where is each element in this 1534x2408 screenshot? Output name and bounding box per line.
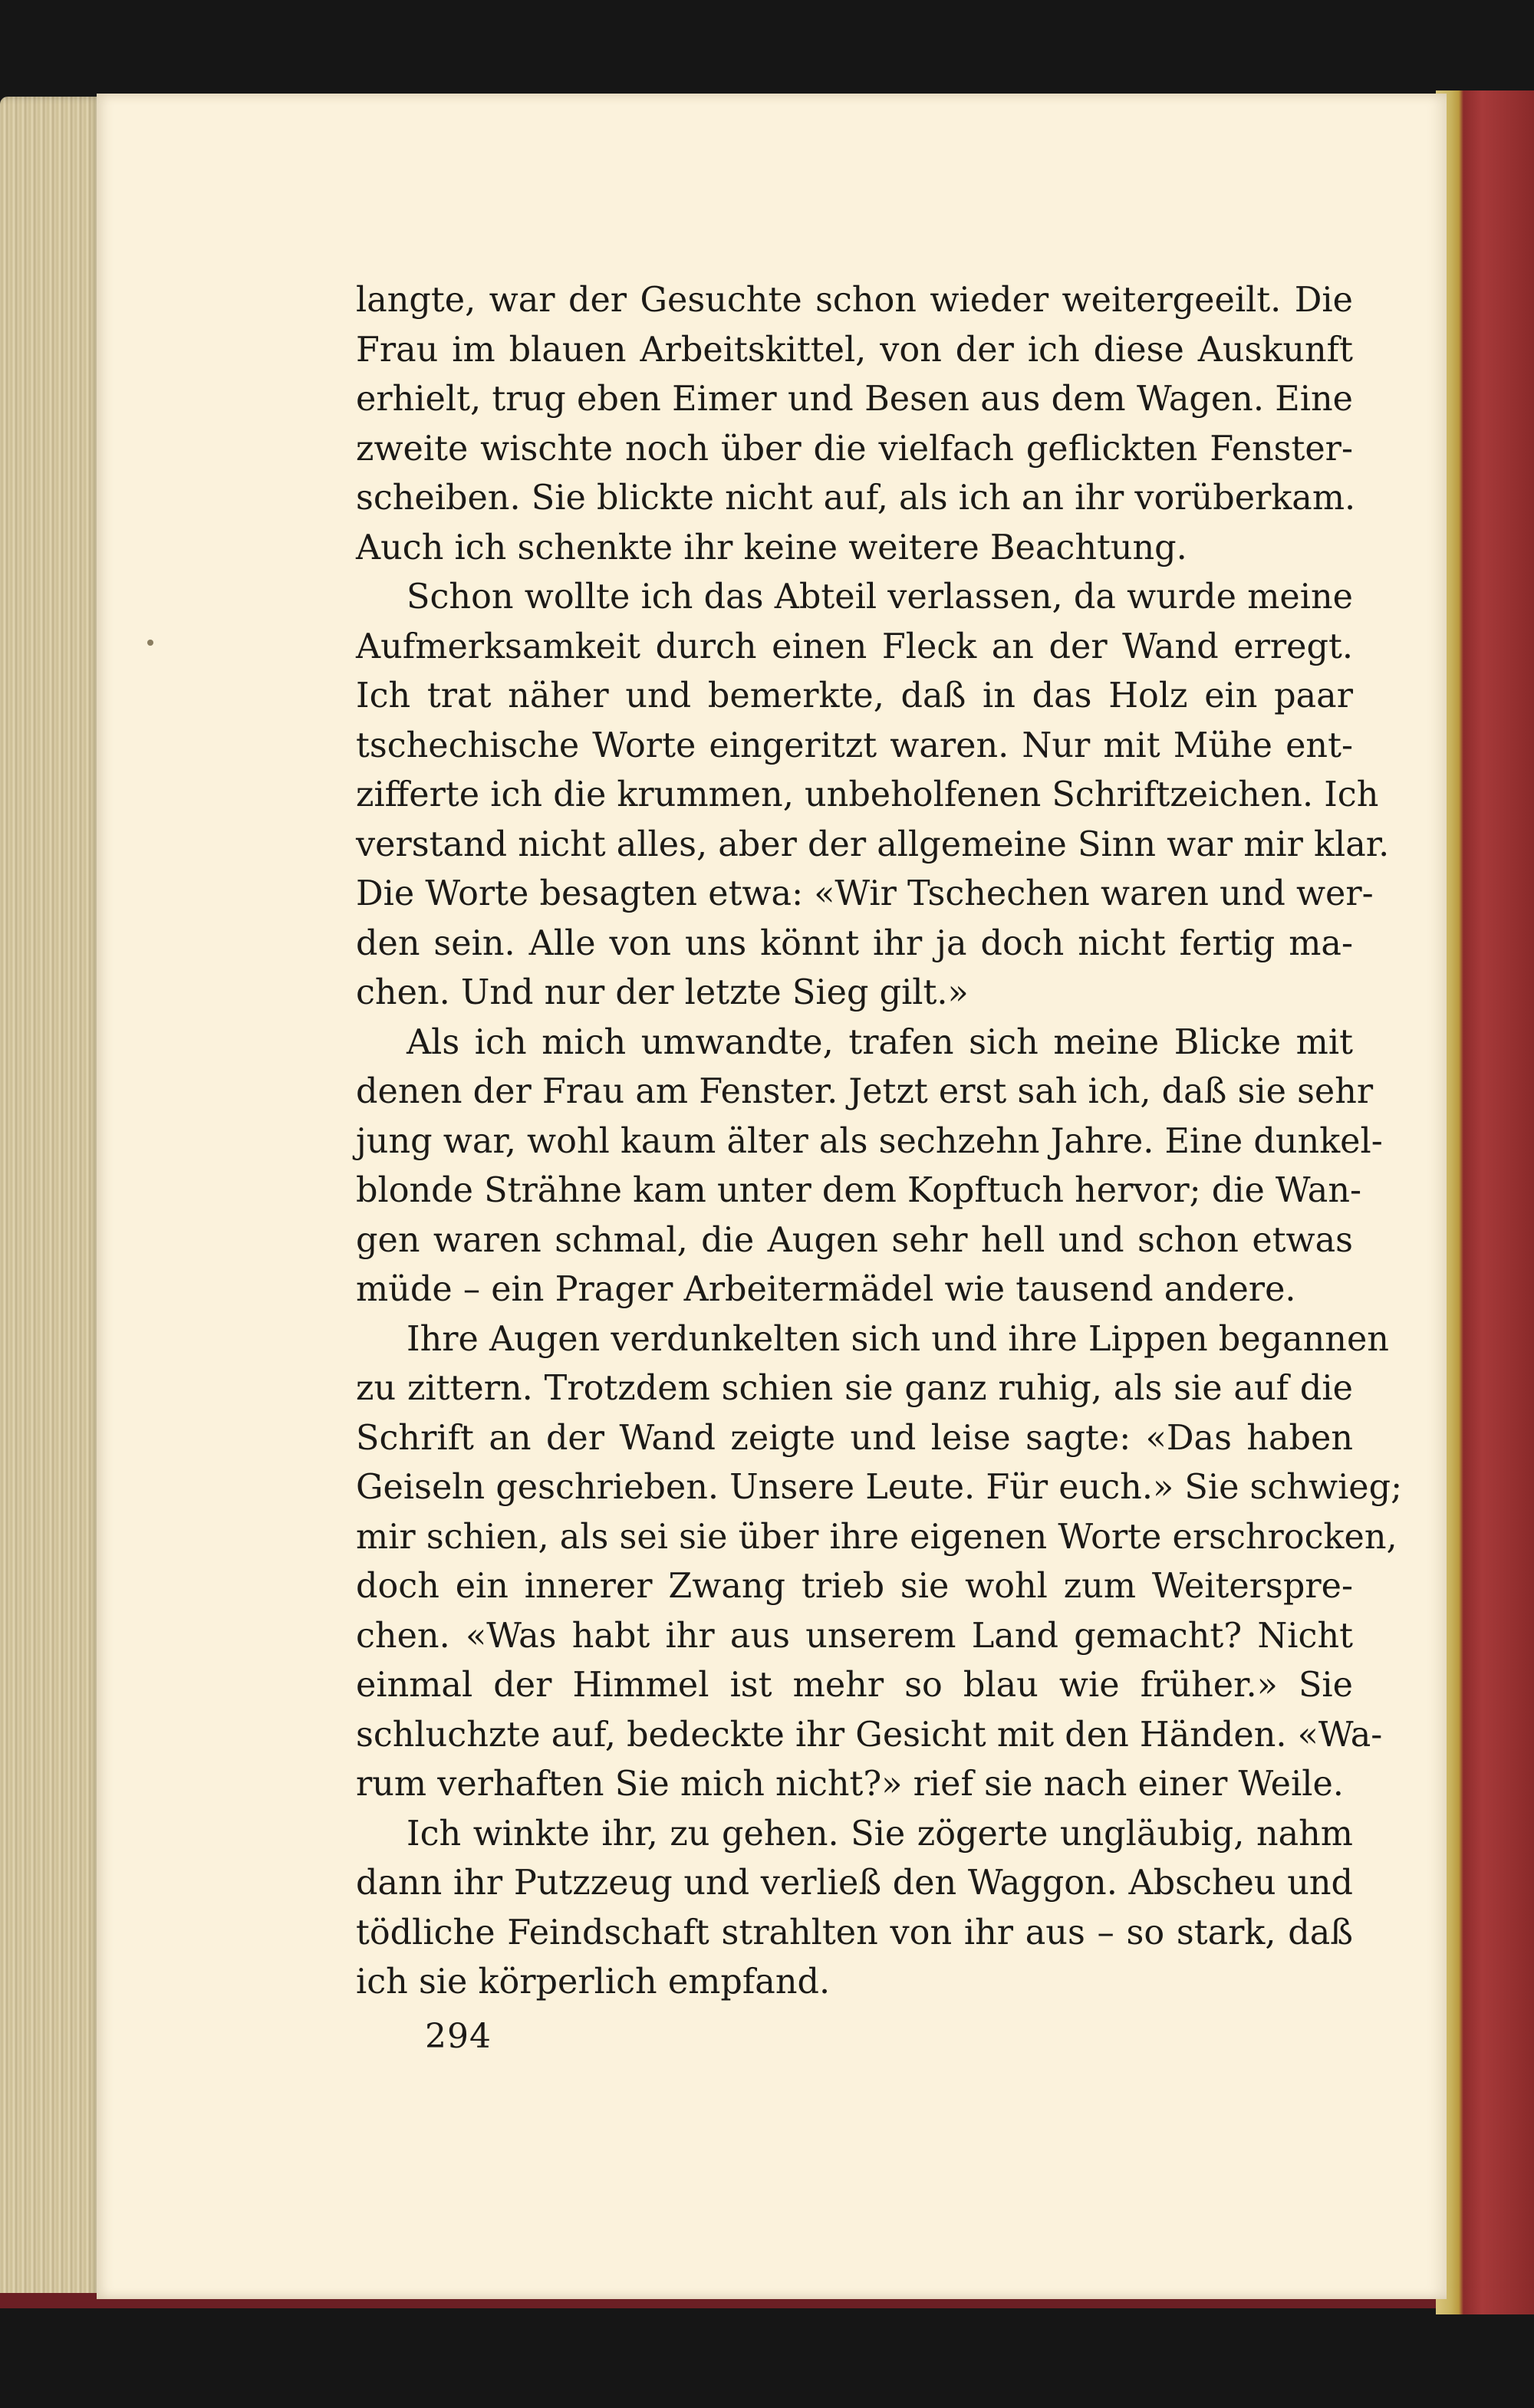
text-line: chen. Und nur der letzte Sieg gilt.» (356, 973, 969, 1012)
text-line: einmal der Himmel ist mehr so blau wie früher.» Sie (356, 1666, 1353, 1705)
text-line: den sein. Alle von uns könnt ihr ja doch nicht fertig ma- (356, 923, 1353, 963)
text-line: Frau im blauen Arbeitskittel, von der ich diese Auskunft (356, 330, 1353, 370)
text-line: zifferte ich die krummen, unbeholfenen Schriftzeichen. Ich (356, 775, 1379, 814)
text-line: blonde Strähne kam unter dem Kopftuch hervor; die Wan- (356, 1171, 1362, 1210)
text-line: Ich winkte ihr, zu gehen. Sie zögerte ungläubig, nahm (407, 1814, 1353, 1854)
text-line: Die Worte besagten etwa: «Wir Tschechen waren und wer- (356, 874, 1374, 913)
text-line: zu zittern. Trotzdem schien sie ganz ruhig, als sie auf die (356, 1369, 1353, 1408)
text-line: zweite wischte noch über die vielfach geflickten Fenster- (356, 429, 1353, 469)
text-line: denen der Frau am Fenster. Jetzt erst sah ich, daß sie sehr (356, 1072, 1374, 1111)
text-line: jung war, wohl kaum älter als sechzehn Jahre. Eine dunkel- (356, 1121, 1383, 1161)
text-line: tödliche Feindschaft strahlten von ihr aus – so stark, daß (356, 1913, 1353, 1952)
text-line: doch ein innerer Zwang trieb sie wohl zum Weiterspre- (356, 1567, 1353, 1606)
text-line: chen. «Was habt ihr aus unserem Land gemacht? Nicht (356, 1616, 1353, 1656)
text-line: tschechische Worte eingeritzt waren. Nur mit Mühe ent- (356, 725, 1353, 765)
text-line: Aufmerksamkeit durch einen Fleck an der Wand erregt. (356, 627, 1353, 666)
text-line: Ihre Augen verdunkelten sich und ihre Lippen begannen (407, 1319, 1389, 1359)
text-line: Geiseln geschrieben. Unsere Leute. Für euch.» Sie schwieg; (356, 1468, 1403, 1507)
text-line: schluchzte auf, bedeckte ihr Gesicht mit den Händen. «Wa- (356, 1715, 1383, 1755)
text-line: müde – ein Prager Arbeitermädel wie tausend andere. (356, 1270, 1296, 1309)
text-line: verstand nicht alles, aber der allgemeine Sinn war mir klar. (356, 824, 1390, 864)
margin-speck (147, 640, 153, 646)
body-text (356, 276, 1403, 2008)
page-number: 294 (425, 2017, 492, 2056)
text-line: Schrift an der Wand zeigte und leise sagte: «Das haben (356, 1418, 1353, 1458)
text-line: scheiben. Sie blickte nicht auf, als ich an ihr vorüberkam. (356, 479, 1356, 518)
text-line: ich sie körperlich empfand. (356, 1962, 831, 2002)
text-line: dann ihr Putzzeug und verließ den Waggon. Abscheu und (356, 1864, 1353, 1903)
text-line: Als ich mich umwandte, trafen sich meine Blicke mit (407, 1022, 1353, 1062)
text-line: rum verhaften Sie mich nicht?» rief sie nach einer Weile. (356, 1765, 1344, 1804)
page-edge-stack (0, 97, 101, 2305)
text-line: Schon wollte ich das Abteil verlassen, da wurde meine (407, 577, 1353, 617)
text-line: langte, war der Gesuchte schon wieder weitergeeilt. Die (356, 281, 1353, 320)
text-line: Auch ich schenkte ihr keine weitere Beachtung. (356, 528, 1187, 567)
text-line: mir schien, als sei sie über ihre eigenen Worte erschrocken, (356, 1517, 1397, 1557)
text-line: erhielt, trug eben Eimer und Besen aus dem Wagen. Eine (356, 380, 1353, 419)
binding-edge (1436, 90, 1534, 2314)
text-line: Ich trat näher und bemerkte, daß in das Holz ein paar (356, 676, 1353, 715)
text-line: gen waren schmal, die Augen sehr hell und schon etwas (356, 1220, 1353, 1260)
